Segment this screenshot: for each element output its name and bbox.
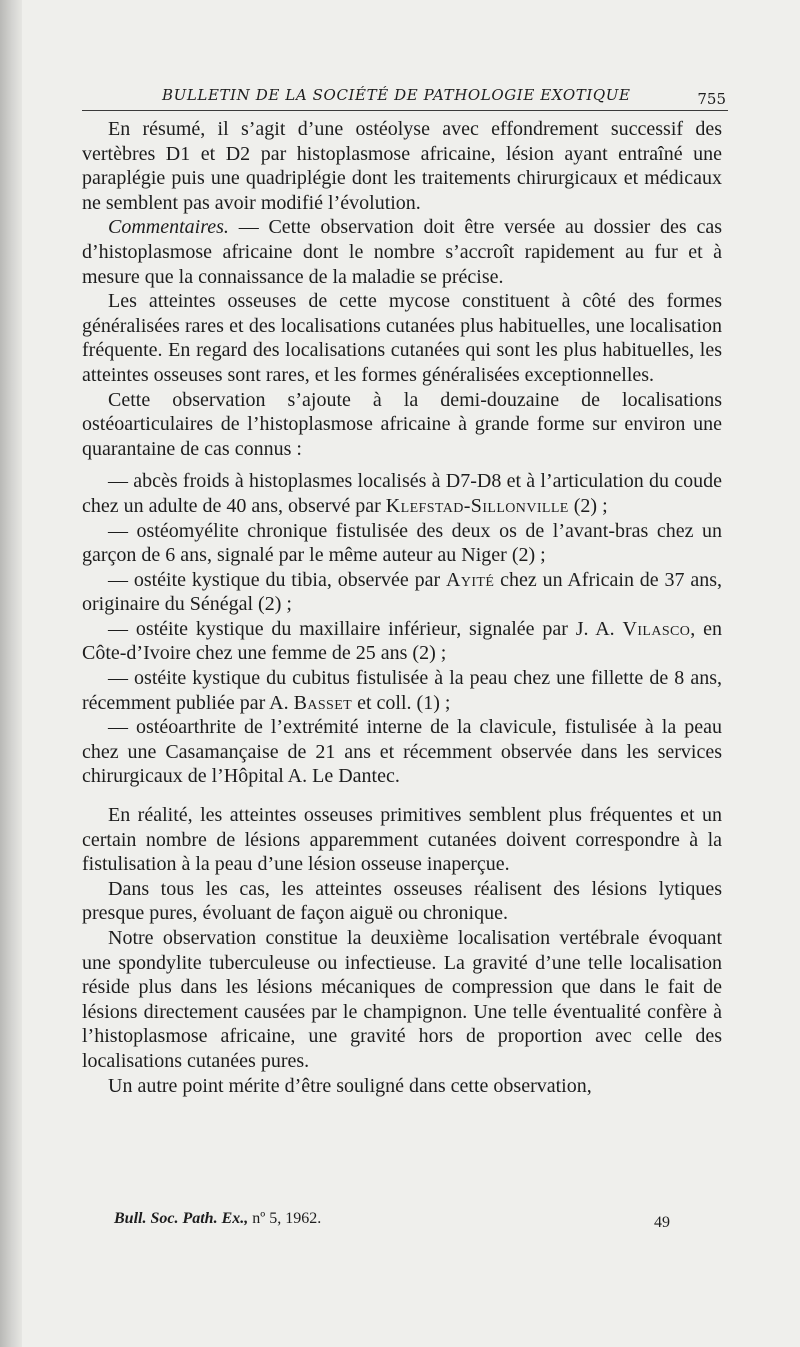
commentary-heading: Commentaires. bbox=[108, 216, 229, 239]
list-item: — ostéoarthrite de l’extrémité interne de la clavicule, fistulisée à la peau chez une Casamançaise de 21 ans et récemment observée dans les services chirurgicaux de l’Hôpital A. Le Dantec. bbox=[82, 716, 722, 788]
page-binding-shadow bbox=[0, 0, 22, 1347]
list-item-text: — ostéite kystique du maxillaire inférieur, signalée par J. A. bbox=[108, 617, 623, 640]
page-number: 755 bbox=[697, 90, 726, 108]
list-item bbox=[82, 568, 722, 617]
list-item-text: et coll. (1) ; bbox=[352, 691, 451, 714]
signature-mark: 49 bbox=[654, 1214, 670, 1231]
article-body bbox=[82, 117, 722, 1098]
list-item bbox=[82, 469, 722, 518]
list-item-text: , en Côte-d’Ivoire chez une femme de 25 ans (2) ; bbox=[82, 617, 722, 665]
header-rule bbox=[82, 110, 728, 111]
page-footer bbox=[82, 1210, 728, 1234]
author-name: Ayité bbox=[445, 568, 495, 591]
list-item-text: — ostéite kystique du cubitus fistulisée à la peau chez une fillette de 8 ans, récemment publiée par A. bbox=[82, 667, 722, 714]
final-point-paragraph: Un autre point mérite d’être souligné dans cette observation, bbox=[108, 1074, 592, 1097]
observation-paragraph: Cette observation s’ajoute à la demi-douzaine de localisations ostéoarticulaires de l’histoplasmose africaine à grande forme sur environ une quarantaine de cas connus : bbox=[82, 388, 722, 460]
list-item-text: (2) ; bbox=[568, 494, 608, 517]
list-item bbox=[82, 617, 722, 666]
reality-paragraph: En réalité, les atteintes osseuses primitives semblent plus fréquentes et un certain nombre de lésions apparemment cutanées doivent correspondre à la fistulisation à la peau d’une lésion osseuse inaperçue. bbox=[82, 804, 722, 876]
summary-paragraph: En résumé, il s’agit d’une ostéolyse avec effondrement successif des vertèbres D1 et D2 par histoplasmose africaine, lésion ayant entraîné une paraplégie puis une quadriplégie dont les traitements chirurgicaux et médicaux ne semblent pas avoir modifié l’évolution. bbox=[82, 118, 722, 214]
list-item-text: chez un Africain de 37 ans, originaire du Sénégal (2) ; bbox=[82, 568, 723, 616]
commentary-paragraph bbox=[82, 215, 722, 289]
author-name: Basset bbox=[293, 691, 353, 714]
commentary-text: — Cette observation doit être versée au dossier des cas d’histoplasmose africaine dont le nombre s’accroît rapidement au fur et à mesure que la connaissance de la maladie se précise. bbox=[82, 216, 722, 288]
lytic-lesions-paragraph: Dans tous les cas, les atteintes osseuses réalisent des lésions lytiques presque pures, évoluant de façon aiguë ou chronique. bbox=[82, 877, 722, 925]
list-item: — ostéomyélite chronique fistulisée des deux os de l’avant-bras chez un garçon de 6 ans, signalé par le même auteur au Niger (2) ; bbox=[82, 519, 722, 567]
author-name: Vilasco bbox=[622, 617, 691, 640]
journal-abbreviation: Bull. Soc. Path. Ex., bbox=[114, 1210, 249, 1227]
list-item-text: — ostéite kystique du tibia, observée par bbox=[108, 568, 446, 591]
journal-issue: nº 5, 1962. bbox=[248, 1210, 322, 1227]
author-name: Klefstad-Sillonville bbox=[385, 494, 569, 517]
journal-reference bbox=[114, 1210, 321, 1228]
list-item bbox=[82, 666, 722, 715]
running-header bbox=[82, 86, 728, 112]
document-page bbox=[22, 0, 800, 1347]
running-title: BULLETIN DE LA SOCIÉTÉ DE PATHOLOGIE EXOTIQUE bbox=[162, 86, 631, 104]
bone-lesions-paragraph: Les atteintes osseuses de cette mycose constituent à côté des formes généralisées rares et des localisations cutanées plus habituelles, une localisation fréquente. En regard des localisations cutanées qui sont les plus habituelles, les atteintes osseuses sont rares, et les formes généralisées exceptionnelles. bbox=[82, 290, 722, 386]
list-item-text: — abcès froids à histoplasmes localisés à D7-D8 et à l’articulation du coude chez un adulte de 40 ans, observé par bbox=[82, 470, 722, 517]
vertebral-localisation-paragraph: Notre observation constitue la deuxième localisation vertébrale évoquant une spondylite tuberculeuse ou infectieuse. La gravité d’une telle localisation réside plus dans les lésions mécaniques de compression que dans le fait de lésions directement causées par le champignon. Une telle éventualité confère à l’histoplasmose africaine, une gravité hors de proportion avec celle des localisations cutanées pures. bbox=[82, 927, 722, 1072]
